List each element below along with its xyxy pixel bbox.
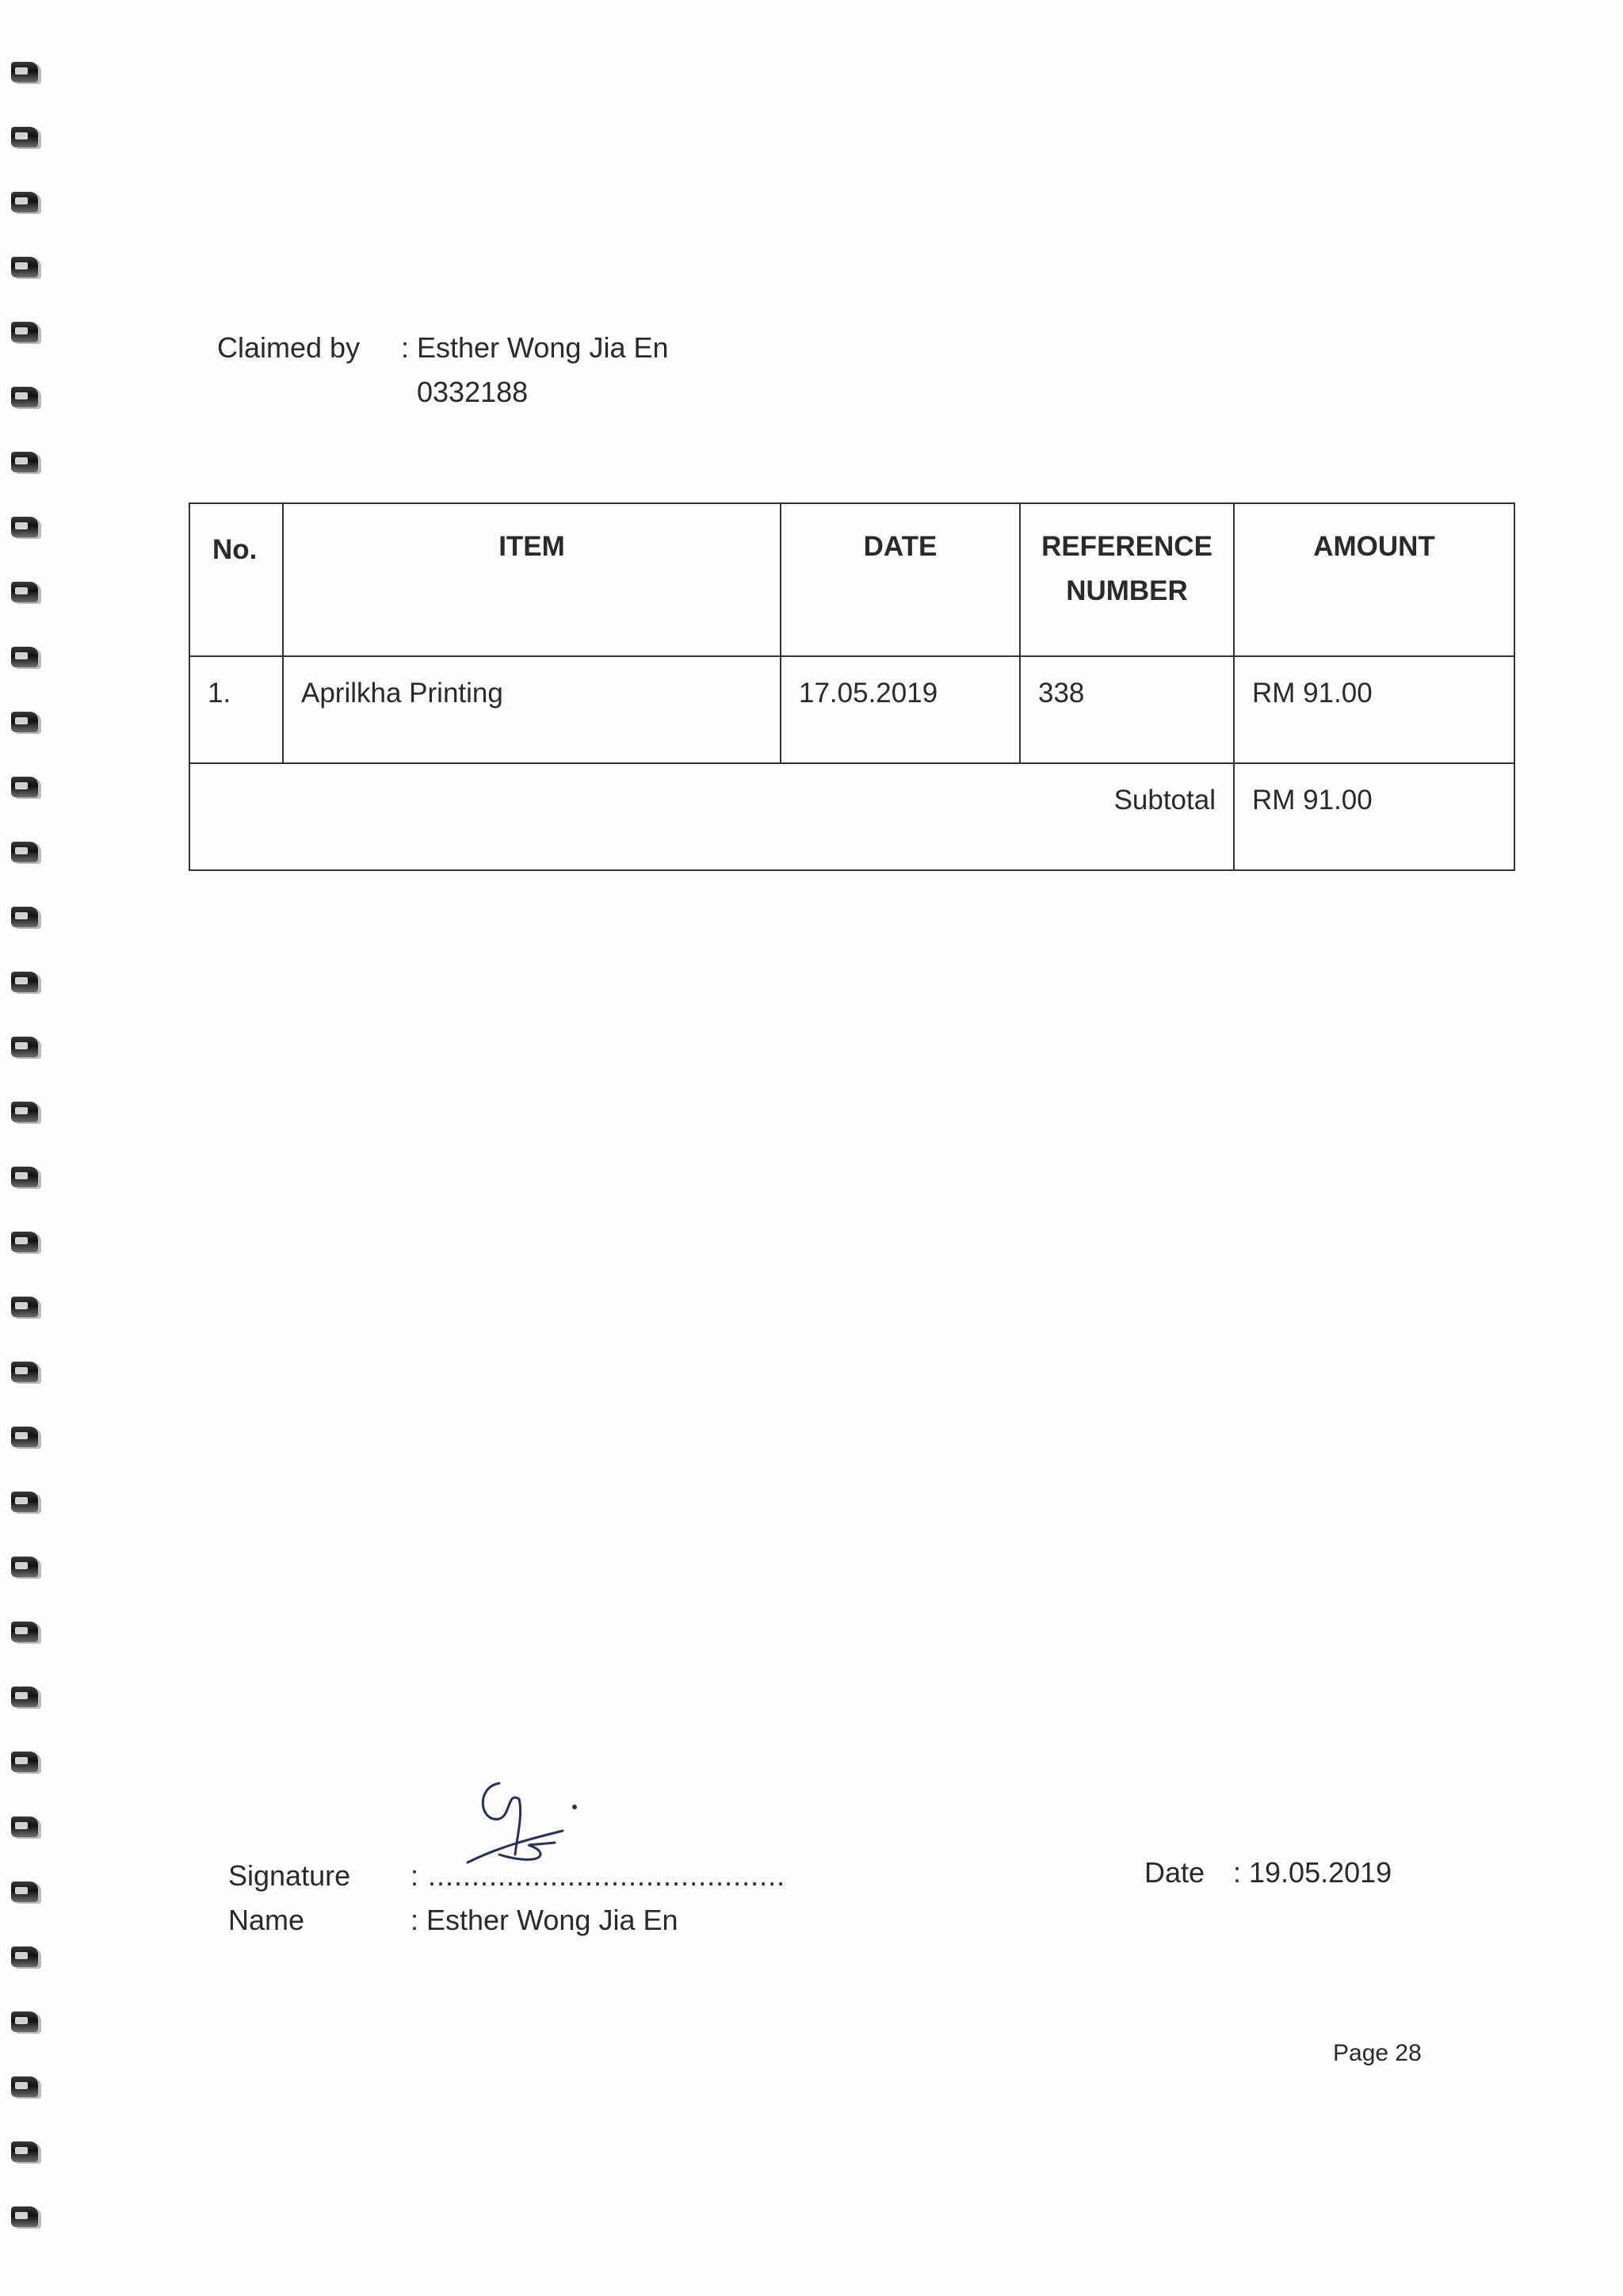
binding-ring-icon bbox=[11, 2076, 38, 2097]
binding-ring-icon bbox=[11, 192, 38, 212]
binding-ring-icon bbox=[11, 1687, 38, 1707]
claimant-id: 0332188 bbox=[417, 376, 529, 408]
binding-ring-icon bbox=[11, 1881, 38, 1902]
cell-date: 17.05.2019 bbox=[781, 656, 1020, 763]
header-date: DATE bbox=[781, 503, 1020, 656]
cell-amount: RM 91.00 bbox=[1234, 656, 1514, 763]
binding-ring-icon bbox=[11, 1622, 38, 1642]
binding-ring-icon bbox=[11, 2011, 38, 2032]
binding-ring-icon bbox=[11, 972, 38, 992]
binding-ring-icon bbox=[11, 1946, 38, 1967]
cell-item: Aprilkha Printing bbox=[283, 656, 781, 763]
binding-ring-icon bbox=[11, 907, 38, 927]
header-item: ITEM bbox=[283, 503, 781, 656]
signature-line: : ......................................... bbox=[411, 1859, 786, 1892]
claimant-name: Esther Wong Jia En bbox=[417, 331, 669, 364]
binding-ring-icon bbox=[11, 647, 38, 667]
binding-ring-icon bbox=[11, 322, 38, 342]
cell-no: 1. bbox=[189, 656, 283, 763]
binding-ring-icon bbox=[11, 62, 38, 82]
binding-ring-icon bbox=[11, 1817, 38, 1837]
binding-ring-icon bbox=[11, 1297, 38, 1317]
binding-ring-icon bbox=[11, 712, 38, 732]
signature-label: Signature bbox=[228, 1859, 351, 1892]
subtotal-value: RM 91.00 bbox=[1234, 763, 1514, 870]
binding-ring-icon bbox=[11, 127, 38, 147]
name-label: Name bbox=[228, 1904, 305, 1936]
claimed-by-label: Claimed by bbox=[217, 331, 361, 364]
spiral-binding bbox=[11, 0, 51, 2296]
binding-ring-icon bbox=[11, 582, 38, 602]
binding-ring-icon bbox=[11, 2206, 38, 2227]
binding-ring-icon bbox=[11, 452, 38, 472]
binding-ring-icon bbox=[11, 1232, 38, 1252]
table-row bbox=[189, 656, 1514, 763]
header-reference-line1: REFERENCE bbox=[1041, 531, 1212, 562]
binding-ring-icon bbox=[11, 1752, 38, 1772]
claimed-by-colon: : bbox=[401, 331, 410, 364]
cell-reference: 338 bbox=[1020, 656, 1234, 763]
binding-ring-icon bbox=[11, 1362, 38, 1382]
name-value: : Esther Wong Jia En bbox=[411, 1904, 678, 1936]
binding-ring-icon bbox=[11, 1492, 38, 1512]
header-no: No. bbox=[189, 503, 283, 656]
page-number: Page 28 bbox=[1333, 2040, 1422, 2066]
binding-ring-icon bbox=[11, 257, 38, 277]
binding-ring-icon bbox=[11, 777, 38, 797]
binding-ring-icon bbox=[11, 842, 38, 862]
claims-table bbox=[189, 502, 1515, 871]
binding-ring-icon bbox=[11, 387, 38, 407]
binding-ring-icon bbox=[11, 1102, 38, 1122]
date-label: Date bbox=[1144, 1856, 1205, 1889]
binding-ring-icon bbox=[11, 1557, 38, 1577]
binding-ring-icon bbox=[11, 517, 38, 537]
binding-ring-icon bbox=[11, 1427, 38, 1447]
header-reference bbox=[1020, 503, 1234, 656]
date-value: : 19.05.2019 bbox=[1233, 1856, 1392, 1889]
binding-ring-icon bbox=[11, 1167, 38, 1187]
binding-ring-icon bbox=[11, 1037, 38, 1057]
header-reference-line2: NUMBER bbox=[1066, 575, 1188, 606]
subtotal-label: Subtotal bbox=[189, 763, 1234, 870]
binding-ring-icon bbox=[11, 2141, 38, 2162]
header-amount: AMOUNT bbox=[1234, 503, 1514, 656]
subtotal-row bbox=[189, 763, 1514, 870]
table-header-row bbox=[189, 503, 1514, 656]
